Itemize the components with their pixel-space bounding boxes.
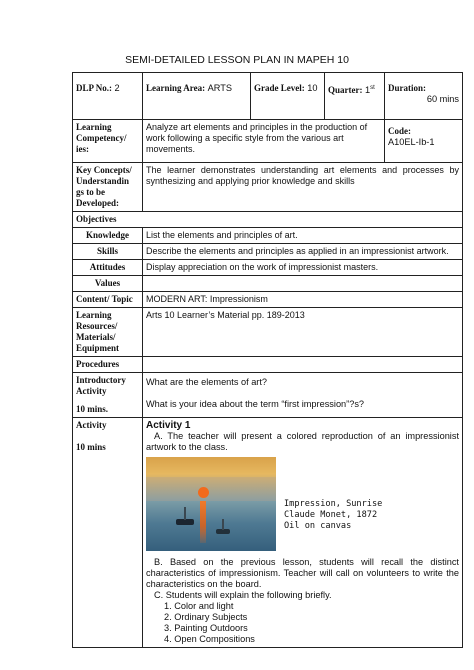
grade-level-cell — [251, 73, 325, 120]
learning-area-value: ARTS — [207, 83, 232, 93]
artwork-caption — [284, 499, 382, 532]
content-label: Content/ Topic — [73, 292, 143, 308]
objective-row-attitudes — [73, 260, 463, 276]
artwork-block — [146, 457, 459, 551]
duration-cell — [385, 73, 463, 120]
dlp-value: 2 — [114, 83, 120, 93]
key-concepts-label: Key Concepts/ Understandin gs to be Developed: — [73, 163, 143, 212]
quarter-label: Quarter: — [328, 85, 363, 95]
code-value: A10EL-Ib-1 — [388, 137, 435, 147]
objective-row-values — [73, 276, 463, 292]
objective-text: List the elements and principles of art. — [143, 228, 463, 244]
dlp-cell — [73, 73, 143, 120]
competency-label: Learning Competency/ ies: — [73, 120, 143, 163]
lesson-plan-table — [72, 72, 463, 648]
competency-row — [73, 120, 463, 163]
resources-label: Learning Resources/ Materials/ Equipment — [73, 308, 143, 357]
grade-level-label: Grade Level: — [254, 83, 305, 93]
intro-label-cell — [73, 373, 143, 418]
impression-sunrise-image — [146, 457, 276, 551]
content-row — [73, 292, 463, 308]
key-concepts-text: The learner demonstrates understanding art elements and processes by synthesizing and applying prior knowledge and skills — [143, 163, 463, 212]
objective-label: Knowledge — [73, 228, 143, 244]
activity-step-c: C. Students will explain the following briefly. — [154, 590, 332, 600]
activity-label-cell — [73, 418, 143, 648]
procedures-label: Procedures — [73, 357, 143, 373]
objective-text — [143, 276, 463, 292]
header-row — [73, 73, 463, 120]
content-text: MODERN ART: Impressionism — [143, 292, 463, 308]
competency-text: Analyze art elements and principles in the production of work following a specific style from the various art movements. — [143, 120, 385, 163]
document-title: SEMI-DETAILED LESSON PLAN IN MAPEH 10 — [125, 54, 349, 66]
learning-area-cell — [143, 73, 251, 120]
procedures-empty-cell — [143, 357, 463, 373]
learning-area-label: Learning Area: — [146, 83, 206, 93]
objective-label: Attitudes — [73, 260, 143, 276]
objective-text: Describe the elements and principles as applied in an impressionist artwork. — [143, 244, 463, 260]
activity-heading: Activity 1 — [146, 420, 191, 431]
caption-title: Impression, Sunrise — [284, 498, 383, 509]
resources-row — [73, 308, 463, 357]
activity-label: Activity — [76, 420, 107, 430]
objectives-label: Objectives — [73, 212, 463, 228]
caption-artist: Claude Monet, 1872 — [284, 509, 378, 520]
activity-duration: 10 mins — [76, 442, 106, 452]
intro-content-cell — [143, 373, 463, 418]
intro-row — [73, 373, 463, 418]
objective-row-knowledge — [73, 228, 463, 244]
quarter-suffix: st — [370, 85, 375, 91]
duration-value: 60 mins — [426, 94, 459, 104]
list-item: 3. Painting Outdoors — [164, 623, 248, 633]
objectives-header-row — [73, 212, 463, 228]
list-item: 4. Open Compositions — [164, 634, 255, 644]
objective-label: Values — [73, 276, 143, 292]
code-label: Code: — [388, 126, 411, 136]
list-item: 1. Color and light — [164, 601, 234, 611]
intro-question: What are the elements of art? — [146, 377, 268, 387]
activity-content-cell — [143, 418, 463, 648]
activity-row — [73, 418, 463, 648]
grade-level-value: 10 — [307, 83, 318, 93]
objective-row-skills — [73, 244, 463, 260]
activity-step-b: B. Based on the previous lesson, students will recall the distinct characteristics of impressionism. Teacher will call on volunteers to write the characteristics on the board. — [146, 557, 459, 589]
key-concepts-row — [73, 163, 463, 212]
code-cell — [385, 120, 463, 163]
objective-text: Display appreciation on the work of impressionist masters. — [143, 260, 463, 276]
duration-label: Duration: — [388, 83, 426, 93]
quarter-cell — [325, 73, 385, 120]
intro-question: What is your idea about the term “first impression”?s? — [146, 399, 365, 409]
quarter-value: 1 — [365, 85, 371, 95]
dlp-label: DLP No.: — [76, 83, 112, 93]
list-item: 2. Ordinary Subjects — [164, 612, 248, 622]
procedures-header-row — [73, 357, 463, 373]
resources-text: Arts 10 Learner’s Material pp. 189-2013 — [143, 308, 463, 357]
intro-duration: 10 mins. — [76, 404, 109, 414]
activity-step-a: A. The teacher will present a colored reproduction of an impressionist artwork to the class. — [146, 431, 459, 452]
objective-label: Skills — [73, 244, 143, 260]
caption-medium: Oil on canvas — [284, 520, 352, 531]
intro-label: Introductory Activity — [76, 375, 126, 396]
